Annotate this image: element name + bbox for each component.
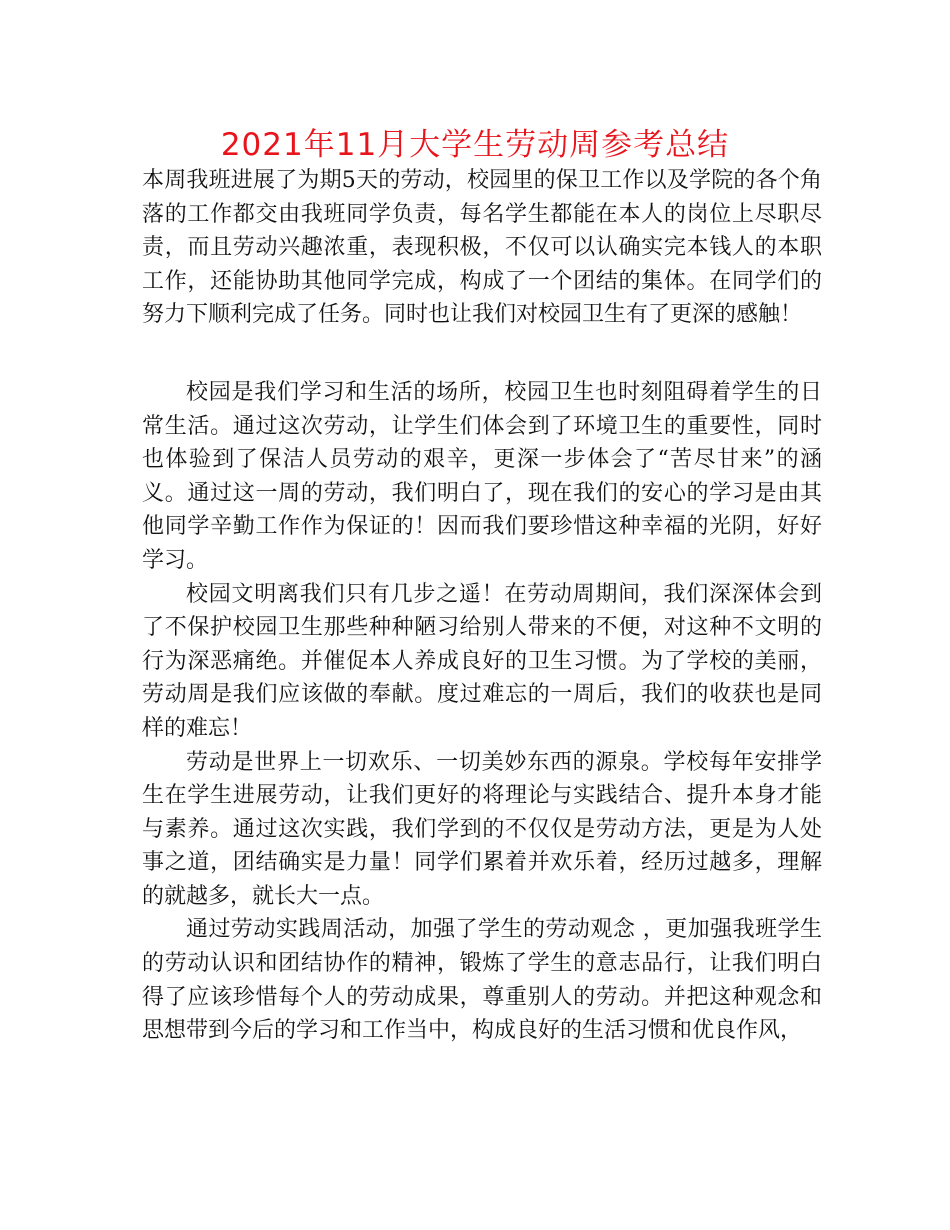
paragraph-5: 通过劳动实践周活动，加强了学生的劳动观念 ，更加强我班学生的劳动认识和团结协作的精神，锻炼了学生的意志品行，让我们明白得了应该珍惜每个人的劳动成果，尊重别人的劳动。并把这种观念和思想带到今后的学习和工作当中，构成良好的生活习惯和优良作风， — [142, 917, 822, 1044]
paragraph-1: 本周我班进展了为期5天的劳动，校园里的保卫工作以及学院的各个角落的工作都交由我班同学负责，每名学生都能在本人的岗位上尽职尽责，而且劳动兴趣浓重，表现积极，不仅可以认确实完本钱人的本职工作，还能协助其他同学完成，构成了一个团结的集体。在同学们的努力下顺利完成了任务。同时也让我们对校园卫生有了更深的感触！ — [142, 168, 822, 328]
document-body — [142, 164, 822, 1048]
paragraph-4: 劳动是世界上一切欢乐、一切美妙东西的源泉。学校每年安排学生在学生进展劳动，让我们更好的将理论与实践结合、提升本身才能与素养。通过这次实践，我们学到的不仅仅是劳动方法，更是为人处事之道，团结确实是力量！同学们累着并欢乐着，经历过越多，理解的就越多，就长大一点。 — [142, 749, 822, 909]
document-title: 2021年11月大学生劳动周参考总结 — [220, 127, 730, 163]
paragraph-3: 校园文明离我们只有几步之遥！在劳动周期间，我们深深体会到了不保护校园卫生那些种种陋习给别人带来的不便，对这种不文明的行为深恶痛绝。并催促本人养成良好的卫生习惯。为了学校的美丽，劳动周是我们应该做的奉献。度过难忘的一周后，我们的收获也是同样的难忘！ — [142, 581, 822, 741]
paragraph-2: 校园是我们学习和生活的场所，校园卫生也时刻阻碍着学生的日常生活。通过这次劳动，让学生们体会到了环境卫生的重要性，同时也体验到了保洁人员劳动的艰辛，更深一步体会了“苦尽甘来”的涵义。通过这一周的劳动，我们明白了，现在我们的安心的学习是由其他同学辛勤工作作为保证的！因而我们要珍惜这种幸福的光阴，好好学习。 — [142, 379, 822, 573]
paragraph-gap — [142, 332, 822, 376]
